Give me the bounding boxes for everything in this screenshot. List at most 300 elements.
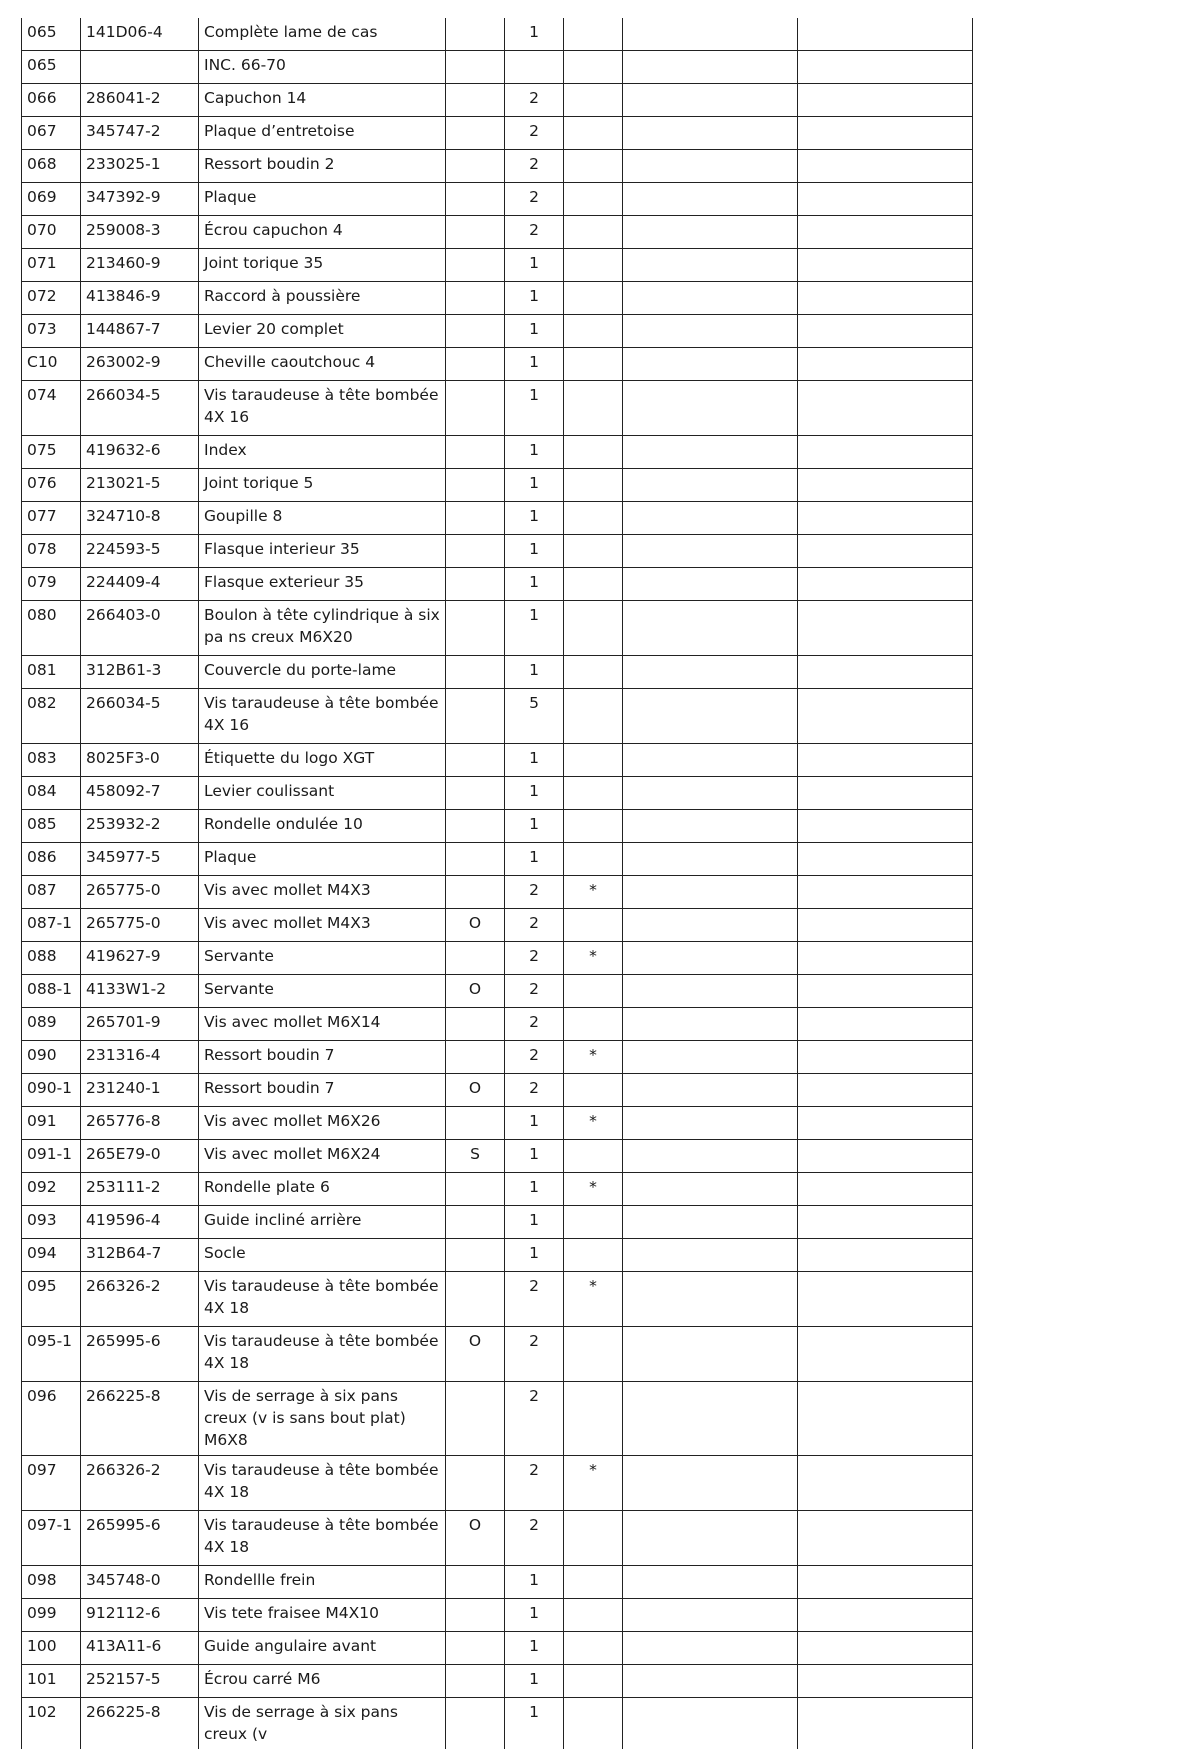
table-row (22, 1456, 973, 1511)
empty-cell (623, 535, 798, 568)
part-reference-cell: 141D06-4 (81, 18, 199, 51)
description-cell: Écrou capuchon 4 (199, 216, 446, 249)
empty-cell (623, 1599, 798, 1632)
description-cell: Vis taraudeuse à tête bombée 4X 18 (199, 1456, 446, 1511)
note-cell (564, 568, 623, 601)
parts-table (21, 18, 973, 1749)
flag-cell (446, 249, 505, 282)
part-reference-cell: 413A11-6 (81, 1632, 199, 1665)
part-reference-cell: 312B64-7 (81, 1239, 199, 1272)
note-cell (564, 282, 623, 315)
part-reference-cell: 265E79-0 (81, 1140, 199, 1173)
item-number-cell: 066 (22, 84, 81, 117)
note-cell: * (564, 876, 623, 909)
part-reference-cell: 458092-7 (81, 777, 199, 810)
quantity-cell: 1 (505, 1239, 564, 1272)
table-row (22, 1382, 973, 1456)
quantity-cell: 1 (505, 810, 564, 843)
description-cell: Rondelle plate 6 (199, 1173, 446, 1206)
item-number-cell: 073 (22, 315, 81, 348)
note-cell (564, 436, 623, 469)
note-cell (564, 1239, 623, 1272)
flag-cell (446, 381, 505, 436)
empty-cell (623, 942, 798, 975)
table-row (22, 18, 973, 51)
note-cell (564, 51, 623, 84)
table-row (22, 1665, 973, 1698)
note-cell (564, 216, 623, 249)
empty-cell (798, 1665, 973, 1698)
description-cell: Cheville caoutchouc 4 (199, 348, 446, 381)
item-number-cell: 092 (22, 1173, 81, 1206)
table-row (22, 436, 973, 469)
description-cell: Vis taraudeuse à tête bombée 4X 18 (199, 1511, 446, 1566)
empty-cell (798, 601, 973, 656)
quantity-cell: 1 (505, 18, 564, 51)
description-cell: Rondellle frein (199, 1566, 446, 1599)
item-number-cell: 087 (22, 876, 81, 909)
table-row (22, 51, 973, 84)
empty-cell (798, 843, 973, 876)
quantity-cell: 2 (505, 216, 564, 249)
empty-cell (798, 1041, 973, 1074)
part-reference-cell: 213460-9 (81, 249, 199, 282)
description-cell: Guide incliné arrière (199, 1206, 446, 1239)
table-row (22, 1041, 973, 1074)
item-number-cell: 090 (22, 1041, 81, 1074)
note-cell (564, 975, 623, 1008)
note-cell (564, 843, 623, 876)
description-cell: Vis avec mollet M6X26 (199, 1107, 446, 1140)
note-cell (564, 18, 623, 51)
quantity-cell: 1 (505, 656, 564, 689)
table-row (22, 1272, 973, 1327)
note-cell (564, 1008, 623, 1041)
flag-cell (446, 535, 505, 568)
part-reference-cell: 231316-4 (81, 1041, 199, 1074)
item-number-cell: 088-1 (22, 975, 81, 1008)
note-cell (564, 1382, 623, 1456)
note-cell (564, 1665, 623, 1698)
item-number-cell: 089 (22, 1008, 81, 1041)
empty-cell (798, 1456, 973, 1511)
table-row (22, 1173, 973, 1206)
quantity-cell: 1 (505, 502, 564, 535)
quantity-cell: 1 (505, 249, 564, 282)
description-cell: Vis taraudeuse à tête bombée 4X 18 (199, 1327, 446, 1382)
table-row (22, 249, 973, 282)
description-cell: Flasque exterieur 35 (199, 568, 446, 601)
part-reference-cell: 265995-6 (81, 1327, 199, 1382)
part-reference-cell: 265776-8 (81, 1107, 199, 1140)
item-number-cell: 095 (22, 1272, 81, 1327)
quantity-cell: 2 (505, 1382, 564, 1456)
table-row (22, 381, 973, 436)
table-row (22, 502, 973, 535)
item-number-cell: 096 (22, 1382, 81, 1456)
item-number-cell: 077 (22, 502, 81, 535)
note-cell (564, 1140, 623, 1173)
empty-cell (798, 51, 973, 84)
item-number-cell: 090-1 (22, 1074, 81, 1107)
item-number-cell: 101 (22, 1665, 81, 1698)
quantity-cell: 1 (505, 282, 564, 315)
empty-cell (623, 315, 798, 348)
table-row (22, 535, 973, 568)
flag-cell (446, 1239, 505, 1272)
parts-table-body (22, 18, 973, 1749)
flag-cell (446, 282, 505, 315)
table-row (22, 876, 973, 909)
item-number-cell: 085 (22, 810, 81, 843)
part-reference-cell: 8025F3-0 (81, 744, 199, 777)
note-cell (564, 689, 623, 744)
table-row (22, 1327, 973, 1382)
empty-cell (623, 1041, 798, 1074)
flag-cell (446, 84, 505, 117)
item-number-cell: 076 (22, 469, 81, 502)
part-reference-cell (81, 51, 199, 84)
empty-cell (798, 1074, 973, 1107)
item-number-cell: 097 (22, 1456, 81, 1511)
item-number-cell: 086 (22, 843, 81, 876)
empty-cell (798, 216, 973, 249)
part-reference-cell: 213021-5 (81, 469, 199, 502)
quantity-cell: 1 (505, 1107, 564, 1140)
description-cell: Vis avec mollet M4X3 (199, 909, 446, 942)
flag-cell (446, 1698, 505, 1749)
note-cell (564, 535, 623, 568)
description-cell: Joint torique 35 (199, 249, 446, 282)
empty-cell (798, 1698, 973, 1749)
empty-cell (623, 381, 798, 436)
part-reference-cell: 419596-4 (81, 1206, 199, 1239)
item-number-cell: 097-1 (22, 1511, 81, 1566)
description-cell: Vis avec mollet M4X3 (199, 876, 446, 909)
table-row (22, 315, 973, 348)
empty-cell (798, 469, 973, 502)
flag-cell (446, 689, 505, 744)
table-row (22, 1698, 973, 1749)
empty-cell (798, 117, 973, 150)
empty-cell (798, 1173, 973, 1206)
note-cell (564, 810, 623, 843)
note-cell (564, 656, 623, 689)
part-reference-cell: 253111-2 (81, 1173, 199, 1206)
description-cell: Vis taraudeuse à tête bombée 4X 18 (199, 1272, 446, 1327)
quantity-cell: 2 (505, 150, 564, 183)
description-cell: Plaque (199, 843, 446, 876)
empty-cell (623, 282, 798, 315)
part-reference-cell: 265701-9 (81, 1008, 199, 1041)
part-reference-cell: 265775-0 (81, 909, 199, 942)
note-cell (564, 601, 623, 656)
empty-cell (798, 315, 973, 348)
flag-cell (446, 1041, 505, 1074)
table-row (22, 744, 973, 777)
note-cell (564, 117, 623, 150)
quantity-cell: 2 (505, 942, 564, 975)
empty-cell (798, 249, 973, 282)
description-cell: Index (199, 436, 446, 469)
description-cell: INC. 66-70 (199, 51, 446, 84)
empty-cell (798, 1272, 973, 1327)
empty-cell (623, 975, 798, 1008)
quantity-cell: 1 (505, 1173, 564, 1206)
empty-cell (623, 810, 798, 843)
empty-cell (798, 381, 973, 436)
note-cell (564, 777, 623, 810)
empty-cell (798, 1008, 973, 1041)
flag-cell: O (446, 1074, 505, 1107)
item-number-cell: 095-1 (22, 1327, 81, 1382)
empty-cell (623, 1456, 798, 1511)
flag-cell (446, 51, 505, 84)
empty-cell (798, 975, 973, 1008)
quantity-cell: 1 (505, 1599, 564, 1632)
item-number-cell: 078 (22, 535, 81, 568)
item-number-cell: 067 (22, 117, 81, 150)
item-number-cell: 065 (22, 51, 81, 84)
table-row (22, 1107, 973, 1140)
flag-cell (446, 1008, 505, 1041)
note-cell (564, 1599, 623, 1632)
empty-cell (798, 535, 973, 568)
table-row (22, 1239, 973, 1272)
description-cell: Ressort boudin 2 (199, 150, 446, 183)
item-number-cell: 087-1 (22, 909, 81, 942)
empty-cell (623, 1074, 798, 1107)
item-number-cell: 070 (22, 216, 81, 249)
empty-cell (623, 502, 798, 535)
part-reference-cell: 286041-2 (81, 84, 199, 117)
part-reference-cell: 224593-5 (81, 535, 199, 568)
part-reference-cell: 265775-0 (81, 876, 199, 909)
empty-cell (798, 1107, 973, 1140)
quantity-cell: 1 (505, 348, 564, 381)
table-row (22, 469, 973, 502)
flag-cell (446, 469, 505, 502)
description-cell: Ressort boudin 7 (199, 1041, 446, 1074)
description-cell: Servante (199, 975, 446, 1008)
flag-cell (446, 1665, 505, 1698)
part-reference-cell: 345747-2 (81, 117, 199, 150)
item-number-cell: 084 (22, 777, 81, 810)
empty-cell (623, 216, 798, 249)
part-reference-cell: 252157-5 (81, 1665, 199, 1698)
note-cell: * (564, 1272, 623, 1327)
description-cell: Couvercle du porte-lame (199, 656, 446, 689)
quantity-cell: 1 (505, 469, 564, 502)
note-cell (564, 1327, 623, 1382)
description-cell: Vis avec mollet M6X14 (199, 1008, 446, 1041)
note-cell (564, 502, 623, 535)
table-row (22, 810, 973, 843)
table-row (22, 942, 973, 975)
empty-cell (623, 568, 798, 601)
description-cell: Écrou carré M6 (199, 1665, 446, 1698)
description-cell: Vis taraudeuse à tête bombée 4X 16 (199, 381, 446, 436)
quantity-cell: 2 (505, 1008, 564, 1041)
empty-cell (798, 502, 973, 535)
part-reference-cell: 265995-6 (81, 1511, 199, 1566)
item-number-cell: 072 (22, 282, 81, 315)
flag-cell (446, 315, 505, 348)
flag-cell: O (446, 975, 505, 1008)
part-reference-cell: 347392-9 (81, 183, 199, 216)
part-reference-cell: 419632-6 (81, 436, 199, 469)
description-cell: Vis de serrage à six pans creux (v is sans bout plat) M6X8 (199, 1382, 446, 1456)
empty-cell (623, 843, 798, 876)
empty-cell (623, 348, 798, 381)
flag-cell (446, 876, 505, 909)
description-cell: Capuchon 14 (199, 84, 446, 117)
flag-cell (446, 436, 505, 469)
empty-cell (623, 1665, 798, 1698)
empty-cell (798, 18, 973, 51)
quantity-cell: 1 (505, 1665, 564, 1698)
item-number-cell: 081 (22, 656, 81, 689)
part-reference-cell: 253932-2 (81, 810, 199, 843)
description-cell: Complète lame de cas (199, 18, 446, 51)
part-reference-cell: 419627-9 (81, 942, 199, 975)
item-number-cell: 080 (22, 601, 81, 656)
flag-cell (446, 744, 505, 777)
empty-cell (623, 249, 798, 282)
table-row (22, 1511, 973, 1566)
empty-cell (798, 1239, 973, 1272)
empty-cell (798, 436, 973, 469)
description-cell: Guide angulaire avant (199, 1632, 446, 1665)
empty-cell (798, 777, 973, 810)
quantity-cell: 2 (505, 84, 564, 117)
quantity-cell: 1 (505, 744, 564, 777)
quantity-cell: 1 (505, 436, 564, 469)
quantity-cell: 2 (505, 876, 564, 909)
table-row (22, 1206, 973, 1239)
part-reference-cell: 266403-0 (81, 601, 199, 656)
description-cell: Levier 20 complet (199, 315, 446, 348)
quantity-cell: 1 (505, 535, 564, 568)
empty-cell (623, 84, 798, 117)
item-number-cell: 074 (22, 381, 81, 436)
flag-cell (446, 1632, 505, 1665)
flag-cell (446, 843, 505, 876)
table-row (22, 843, 973, 876)
item-number-cell: 098 (22, 1566, 81, 1599)
empty-cell (798, 1140, 973, 1173)
item-number-cell: 100 (22, 1632, 81, 1665)
flag-cell: O (446, 1511, 505, 1566)
flag-cell (446, 1206, 505, 1239)
table-row (22, 777, 973, 810)
item-number-cell: 079 (22, 568, 81, 601)
empty-cell (798, 1327, 973, 1382)
part-reference-cell: 912112-6 (81, 1599, 199, 1632)
table-row (22, 1599, 973, 1632)
part-reference-cell: 324710-8 (81, 502, 199, 535)
flag-cell (446, 1107, 505, 1140)
empty-cell (623, 1698, 798, 1749)
item-number-cell: 082 (22, 689, 81, 744)
description-cell: Ressort boudin 7 (199, 1074, 446, 1107)
note-cell: * (564, 1173, 623, 1206)
table-row (22, 568, 973, 601)
empty-cell (798, 1632, 973, 1665)
empty-cell (798, 909, 973, 942)
empty-cell (623, 1173, 798, 1206)
empty-cell (798, 1566, 973, 1599)
item-number-cell: 065 (22, 18, 81, 51)
note-cell (564, 150, 623, 183)
quantity-cell: 5 (505, 689, 564, 744)
empty-cell (623, 1206, 798, 1239)
table-row (22, 656, 973, 689)
note-cell (564, 381, 623, 436)
flag-cell (446, 183, 505, 216)
flag-cell (446, 502, 505, 535)
quantity-cell: 1 (505, 381, 564, 436)
flag-cell (446, 1272, 505, 1327)
part-reference-cell: 266034-5 (81, 689, 199, 744)
table-row (22, 348, 973, 381)
part-reference-cell: 233025-1 (81, 150, 199, 183)
part-reference-cell: 413846-9 (81, 282, 199, 315)
item-number-cell: C10 (22, 348, 81, 381)
quantity-cell: 1 (505, 1566, 564, 1599)
empty-cell (623, 117, 798, 150)
quantity-cell: 1 (505, 568, 564, 601)
note-cell (564, 84, 623, 117)
table-row (22, 1140, 973, 1173)
part-reference-cell: 345748-0 (81, 1566, 199, 1599)
description-cell: Vis taraudeuse à tête bombée 4X 16 (199, 689, 446, 744)
note-cell (564, 315, 623, 348)
flag-cell (446, 942, 505, 975)
flag-cell (446, 1599, 505, 1632)
empty-cell (623, 436, 798, 469)
quantity-cell: 2 (505, 117, 564, 150)
empty-cell (623, 1382, 798, 1456)
quantity-cell: 2 (505, 1272, 564, 1327)
empty-cell (623, 1327, 798, 1382)
note-cell (564, 1074, 623, 1107)
description-cell: Socle (199, 1239, 446, 1272)
note-cell (564, 909, 623, 942)
part-reference-cell: 312B61-3 (81, 656, 199, 689)
note-cell: * (564, 1107, 623, 1140)
empty-cell (623, 18, 798, 51)
flag-cell (446, 1173, 505, 1206)
empty-cell (623, 1511, 798, 1566)
table-row (22, 689, 973, 744)
note-cell: * (564, 942, 623, 975)
empty-cell (798, 183, 973, 216)
part-reference-cell: 144867-7 (81, 315, 199, 348)
flag-cell (446, 656, 505, 689)
quantity-cell: 2 (505, 183, 564, 216)
empty-cell (623, 744, 798, 777)
note-cell (564, 469, 623, 502)
empty-cell (623, 601, 798, 656)
quantity-cell: 1 (505, 1698, 564, 1749)
description-cell: Étiquette du logo XGT (199, 744, 446, 777)
empty-cell (798, 568, 973, 601)
flag-cell (446, 18, 505, 51)
part-reference-cell: 224409-4 (81, 568, 199, 601)
note-cell (564, 249, 623, 282)
description-cell: Vis tete fraisee M4X10 (199, 1599, 446, 1632)
